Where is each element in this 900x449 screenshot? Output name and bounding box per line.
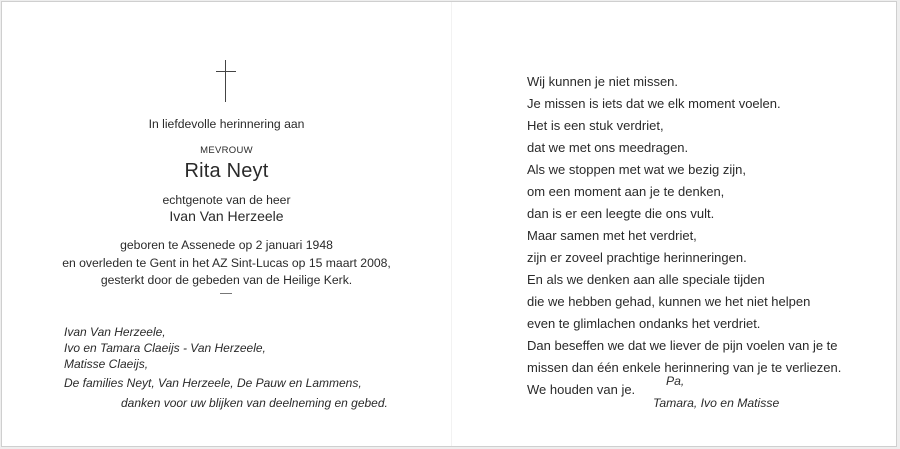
family-line: Ivan Van Herzeele, (64, 325, 166, 339)
poem-line: Dan beseffen we dat we liever de pijn voelen van je te (527, 338, 838, 353)
birth-line: geboren te Assenede op 2 januari 1948 (120, 238, 333, 252)
signature-line: Pa, (666, 374, 685, 388)
poem-line: Als we stoppen met wat we bezig zijn, (527, 162, 746, 177)
signature-line: Tamara, Ivo en Matisse (653, 396, 780, 410)
poem-line: Je missen is iets dat we elk moment voelen. (527, 96, 781, 111)
poem-line: missen dan één enkele herinnering van je te verliezen. (527, 360, 842, 375)
poem-line: even te glimlachen ondanks het verdriet. (527, 316, 761, 331)
death-line: en overleden te Gent in het AZ Sint-Lucas op 15 maart 2008, (62, 256, 391, 270)
poem-line: dat we met ons meedragen. (527, 140, 689, 155)
memorial-card (1, 1, 897, 447)
spouse-intro: echtgenote van de heer (162, 193, 291, 207)
church-line: gesterkt door de gebeden van de Heilige Kerk. (100, 273, 353, 287)
family-line: Ivo en Tamara Claeijs - Van Herzeele, (64, 341, 266, 355)
divider (220, 293, 232, 294)
cross-icon (216, 60, 236, 102)
families-line: De families Neyt, Van Herzeele, De Pauw en Lammens, (64, 376, 362, 390)
thanks-line: danken voor uw blijken van deelneming en gebed. (121, 396, 388, 410)
poem-line: Wij kunnen je niet missen. (527, 74, 679, 89)
poem-line: Het is een stuk verdriet, (527, 118, 664, 133)
poem-line: die we hebben gehad, kunnen we het niet helpen (527, 294, 811, 309)
title-text: MEVROUW (200, 145, 253, 156)
left-panel (2, 2, 451, 446)
deceased-name: Rita Neyt (184, 160, 269, 182)
family-line: Matisse Claeijs, (64, 357, 149, 371)
poem-line: We houden van je. (527, 382, 636, 397)
poem-line: zijn er zoveel prachtige herinneringen. (527, 250, 747, 265)
spouse-name: Ivan Van Herzeele (169, 208, 284, 224)
card-fold (451, 2, 452, 446)
poem-line: dan is er een leegte die ons vult. (527, 206, 715, 221)
poem-line: En als we denken aan alle speciale tijden (527, 272, 765, 287)
intro-text: In liefdevolle herinnering aan (148, 117, 305, 131)
poem-line: om een moment aan je te denken, (527, 184, 725, 199)
poem-line: Maar samen met het verdriet, (527, 228, 697, 243)
